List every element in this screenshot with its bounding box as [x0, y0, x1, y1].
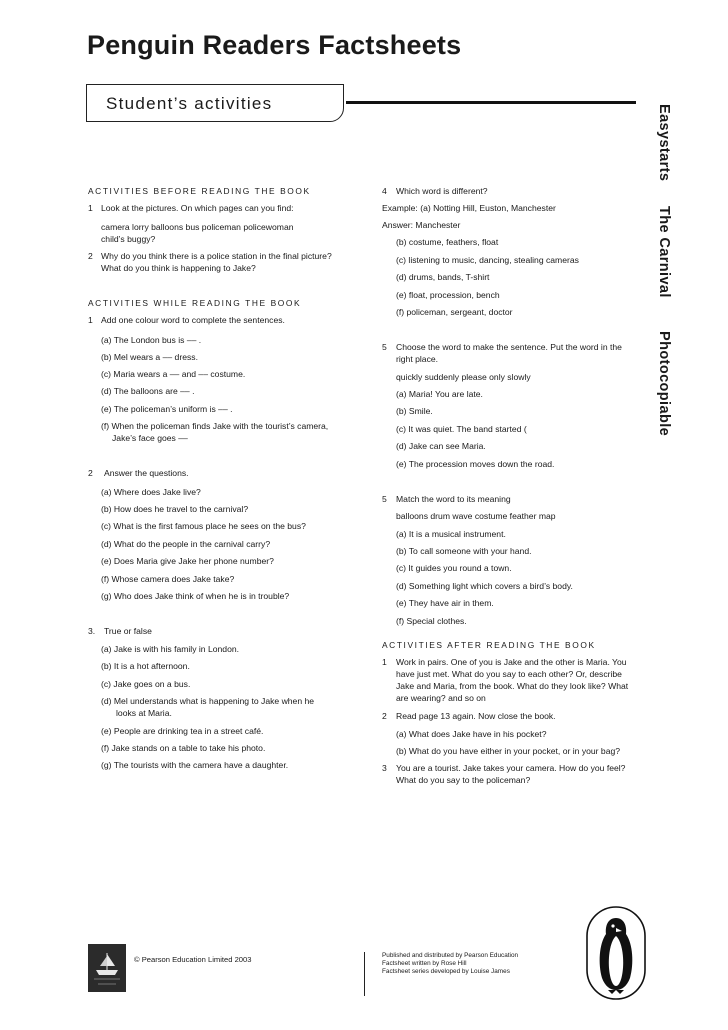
- author-line: Factsheet written by Rose Hill: [382, 960, 467, 967]
- list-item: (a) The London bus is –– .: [101, 335, 202, 345]
- pearson-ship-logo-icon: [88, 944, 126, 992]
- question-number: 2: [382, 711, 387, 721]
- word-list: child’s buggy?: [101, 234, 156, 244]
- question-text: are wearing? and so on: [396, 693, 486, 703]
- question-text: Which word is different?: [396, 186, 488, 196]
- list-item: (e) The policeman’s uniform is –– .: [101, 404, 233, 414]
- question-number: 3.: [88, 626, 96, 636]
- ship-icon: [88, 944, 126, 992]
- question-number: 3: [382, 763, 387, 773]
- side-photocopiable-label: Photocopiable: [656, 331, 672, 437]
- question-text: Choose the word to make the sentence. Put the word in the: [396, 342, 622, 352]
- list-item: (b) Smile.: [396, 406, 433, 416]
- example-text: Example: (a) Notting Hill, Euston, Manchester: [382, 203, 556, 213]
- list-item: (b) It is a hot afternoon.: [101, 661, 190, 671]
- list-item: (a) What does Jake have in his pocket?: [396, 729, 547, 739]
- list-item: (e) People are drinking tea in a street café.: [101, 726, 264, 736]
- penguin-icon: [586, 906, 646, 1000]
- list-item: (b) To call someone with your hand.: [396, 546, 532, 556]
- list-item: (b) costume, feathers, float: [396, 237, 499, 247]
- question-number: 5: [382, 342, 387, 352]
- list-item: (a) Maria! You are late.: [396, 389, 483, 399]
- section-heading-while: ACTIVITIES WHILE READING THE BOOK: [88, 298, 302, 308]
- question-text: have just met. What do you say to each other? Or, describe: [396, 669, 622, 679]
- list-item: (b) Mel wears a –– dress.: [101, 352, 198, 362]
- list-item: (c) Maria wears a –– and –– costume.: [101, 369, 246, 379]
- series-line: Factsheet series developed by Louise James: [382, 968, 510, 975]
- word-list: balloons drum wave costume feather map: [396, 511, 556, 521]
- question-number: 4: [382, 186, 387, 196]
- list-item: (b) How does he travel to the carnival?: [101, 504, 249, 514]
- question-number: 2: [88, 468, 93, 478]
- question-number: 2: [88, 251, 93, 261]
- list-item: looks at Maria.: [116, 708, 172, 718]
- side-book-title: The Carnival: [656, 206, 672, 298]
- question-number: 1: [382, 657, 387, 667]
- question-number: 5: [382, 494, 387, 504]
- list-item: (f) Whose camera does Jake take?: [101, 574, 235, 584]
- question-text: You are a tourist. Jake takes your camera. How do you feel?: [396, 763, 626, 773]
- list-item: (b) What do you have either in your pocket, or in your bag?: [396, 746, 621, 756]
- list-item: (c) It was quiet. The band started (: [396, 424, 527, 434]
- list-item: (d) Jake can see Maria.: [396, 441, 486, 451]
- list-item: Jake’s face goes ––: [112, 433, 188, 443]
- question-text: Why do you think there is a police station in the final picture?: [101, 251, 332, 261]
- list-item: (a) Where does Jake live?: [101, 487, 201, 497]
- question-text: Look at the pictures. On which pages can you find:: [101, 203, 294, 213]
- list-item: (c) It guides you round a town.: [396, 563, 512, 573]
- list-item: (d) The balloons are –– .: [101, 386, 195, 396]
- list-item: (g) Who does Jake think of when he is in trouble?: [101, 591, 290, 601]
- question-text: Answer the questions.: [104, 468, 189, 478]
- list-item: (e) The procession moves down the road.: [396, 459, 555, 469]
- list-item: (f) policeman, sergeant, doctor: [396, 307, 513, 317]
- header-rule: [346, 101, 636, 104]
- question-text: Read page 13 again. Now close the book.: [396, 711, 556, 721]
- question-text: Work in pairs. One of you is Jake and the other is Maria. You: [396, 657, 627, 667]
- list-item: (c) What is the first famous place he sees on the bus?: [101, 521, 306, 531]
- list-item: (f) Jake stands on a table to take his photo.: [101, 743, 266, 753]
- side-level-label: Easystarts: [656, 104, 672, 182]
- copyright-text: © Pearson Education Limited 2003: [134, 955, 252, 964]
- page-title: Penguin Readers Factsheets: [87, 30, 462, 60]
- section-heading-before: ACTIVITIES BEFORE READING THE BOOK: [88, 186, 311, 196]
- list-item: (d) Something light which covers a bird’s body.: [396, 581, 573, 591]
- section-heading-after: ACTIVITIES AFTER READING THE BOOK: [382, 640, 596, 650]
- list-item: (d) Mel understands what is happening to Jake when he: [101, 696, 315, 706]
- list-item: (c) listening to music, dancing, stealing cameras: [396, 255, 579, 265]
- word-list: camera lorry balloons bus policeman policewoman: [101, 222, 294, 232]
- question-text: right place.: [396, 354, 439, 364]
- penguin-logo-icon: [586, 906, 646, 1000]
- list-item: (e) Does Maria give Jake her phone number?: [101, 556, 274, 566]
- question-text: Add one colour word to complete the sentences.: [101, 315, 285, 325]
- list-item: (f) When the policeman finds Jake with the tourist’s camera,: [101, 421, 329, 431]
- question-text: What do you think is happening to Jake?: [101, 263, 256, 273]
- answer-text: Answer: Manchester: [382, 220, 461, 230]
- question-number: 1: [88, 203, 93, 213]
- question-number: 1: [88, 315, 93, 325]
- question-text: True or false: [104, 626, 152, 636]
- question-text: What do you say to the policeman?: [396, 775, 531, 785]
- list-item: (d) drums, bands, T-shirt: [396, 272, 490, 282]
- subtitle: Student’s activities: [106, 94, 273, 113]
- list-item: (e) They have air in them.: [396, 598, 494, 608]
- list-item: (g) The tourists with the camera have a daughter.: [101, 760, 289, 770]
- list-item: (a) Jake is with his family in London.: [101, 644, 240, 654]
- list-item: (f) Special clothes.: [396, 616, 467, 626]
- list-item: (e) float, procession, bench: [396, 290, 500, 300]
- word-list: quickly suddenly please only slowly: [396, 372, 531, 382]
- list-item: (a) It is a musical instrument.: [396, 529, 506, 539]
- question-text: Match the word to its meaning: [396, 494, 511, 504]
- list-item: (c) Jake goes on a bus.: [101, 679, 191, 689]
- question-text: Jake and Maria, from the book. What do they look like? What: [396, 681, 629, 691]
- footer-divider: [364, 952, 365, 996]
- list-item: (d) What do the people in the carnival carry?: [101, 539, 271, 549]
- publisher-line: Published and distributed by Pearson Education: [382, 952, 519, 959]
